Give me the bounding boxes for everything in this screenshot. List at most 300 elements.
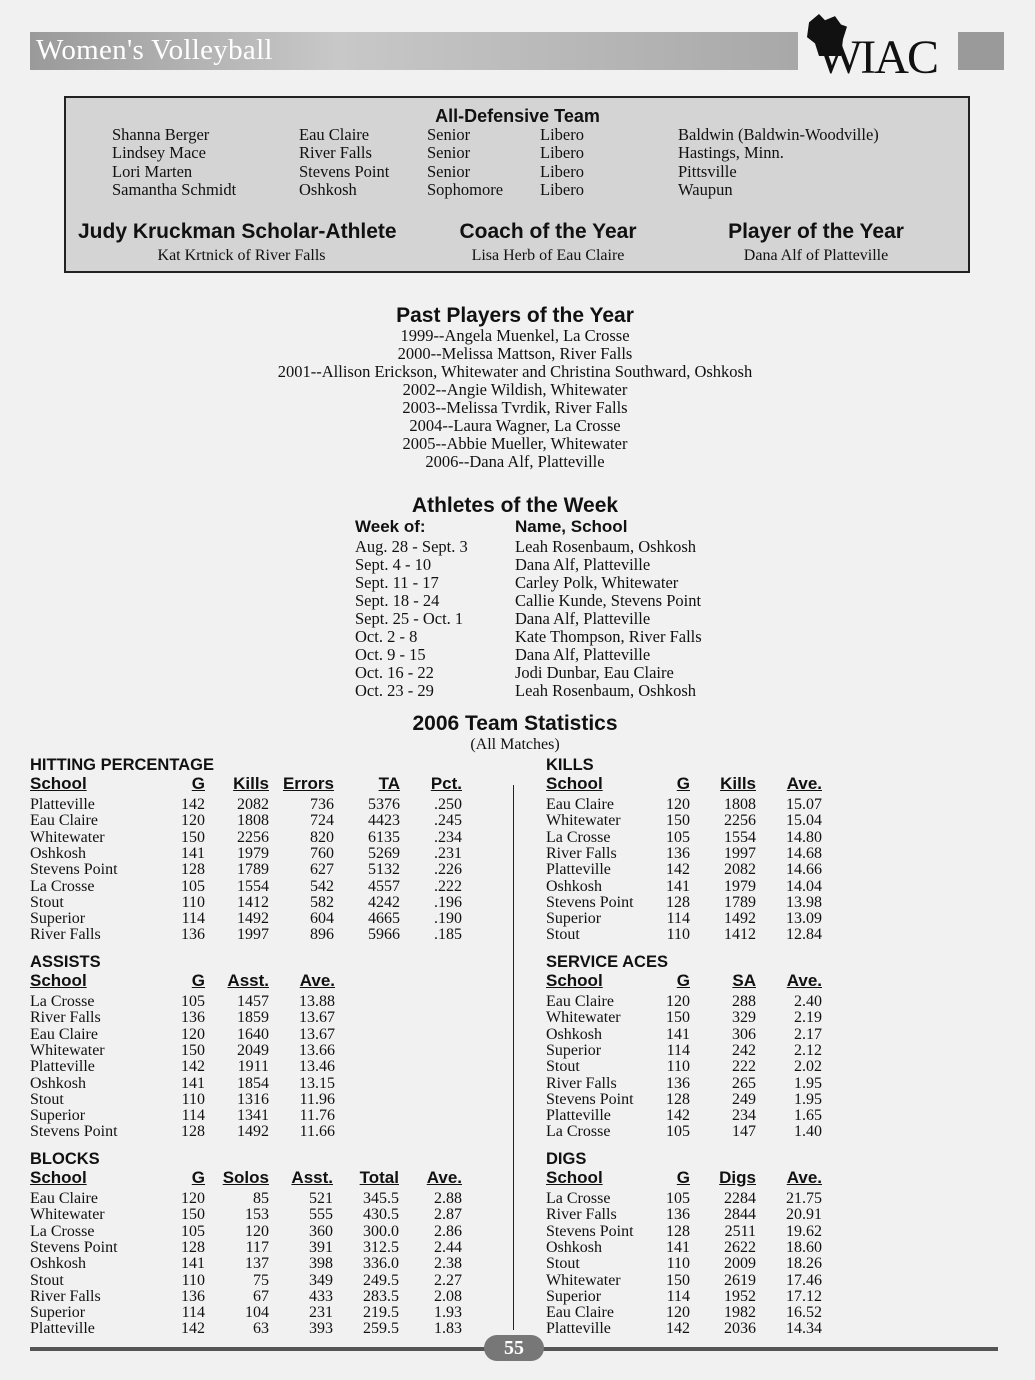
week-range: Oct. 23 - 29 [355, 681, 434, 700]
aces-header-3: Ave. [786, 971, 822, 990]
blocks-cell: 391 [309, 1238, 333, 1256]
blocks-header-1: G [191, 1168, 205, 1187]
blocks-cell: 521 [309, 1190, 333, 1207]
aces-cell-school: La Crosse [546, 1123, 611, 1141]
digs-cell: 141 [666, 1238, 690, 1256]
aces-cell: 1.40 [794, 1123, 822, 1141]
hitting-cell-school: Stout [30, 893, 64, 911]
hitting-header-4: TA [378, 774, 400, 793]
athlete-name: Kate Thompson, River Falls [515, 627, 702, 646]
assists-cell: 128 [181, 1123, 205, 1141]
hitting-cell-school: Eau Claire [30, 812, 98, 830]
kills-header-school: School [546, 774, 603, 793]
blocks-cell: 114 [181, 1304, 205, 1322]
hitting-cell: 736 [310, 796, 334, 813]
blocks-cell: 1.83 [434, 1320, 462, 1338]
blocks-cell: 1.93 [434, 1304, 462, 1322]
kills-header-2: Kills [720, 774, 756, 793]
defensive-school: Oshkosh [299, 179, 357, 199]
hitting-cell: 627 [310, 861, 334, 879]
coach-title: Coach of the Year [459, 220, 637, 243]
assists-cell-school: Stout [30, 1090, 64, 1108]
hitting-cell: .234 [434, 828, 462, 846]
kills-cell: 120 [666, 796, 690, 813]
assists-cell: 11.76 [299, 1107, 335, 1125]
assists-header-3: Ave. [299, 971, 335, 990]
assists-cell-school: Superior [30, 1107, 86, 1125]
defensive-school: Stevens Point [299, 161, 390, 181]
kills-cell: 14.66 [786, 861, 822, 879]
hitting-cell: 1808 [237, 812, 269, 830]
aces-header-1: G [676, 971, 690, 990]
hitting-cell-school: Stevens Point [30, 861, 118, 879]
blocks-header-5: Ave. [426, 1168, 462, 1187]
blocks-cell: 110 [181, 1271, 205, 1289]
aces-cell: 136 [666, 1074, 690, 1092]
hitting-cell: 604 [310, 910, 334, 928]
blocks-cell: 67 [253, 1287, 269, 1305]
assists-cell-school: Platteville [30, 1058, 95, 1076]
aces-cell: 249 [732, 1090, 756, 1108]
aces-cell-school: Platteville [546, 1107, 611, 1125]
kills-cell: 1412 [724, 926, 756, 944]
digs-cell-school: Eau Claire [546, 1304, 614, 1322]
athlete-name: Leah Rosenbaum, Oshkosh [515, 681, 697, 700]
aces-cell: 141 [666, 1025, 690, 1043]
kills-cell-school: Whitewater [546, 812, 621, 830]
hitting-cell-school: Superior [30, 910, 86, 928]
hitting-cell: 141 [181, 844, 205, 862]
kills-cell: 1997 [724, 844, 756, 862]
hitting-cell-school: La Crosse [30, 877, 95, 895]
assists-cell: 120 [181, 1025, 205, 1043]
blocks-cell: 142 [181, 1320, 205, 1338]
hitting-cell: 110 [181, 893, 205, 911]
hitting-cell: 1979 [237, 844, 269, 862]
assists-cell: 13.67 [299, 1009, 335, 1027]
blocks-cell: 117 [245, 1238, 269, 1256]
past-player-item: 2003--Melissa Tvrdik, River Falls [402, 398, 628, 417]
aces-cell-school: Superior [546, 1041, 602, 1059]
assists-cell: 1316 [237, 1090, 269, 1108]
defensive-position: Libero [540, 143, 584, 163]
kills-cell: 1979 [724, 877, 756, 895]
defensive-year: Senior [427, 125, 471, 144]
blocks-cell: 85 [253, 1190, 269, 1207]
blocks-cell: 345.5 [363, 1190, 399, 1207]
assists-cell: 1341 [237, 1107, 269, 1125]
assists-cell-school: River Falls [30, 1009, 101, 1027]
week-col-header: Week of: [355, 517, 426, 536]
aces-cell: 128 [666, 1090, 690, 1108]
blocks-header-2: Solos [222, 1168, 269, 1187]
player-value: Dana Alf of Platteville [743, 247, 889, 264]
athlete-name: Carley Polk, Whitewater [515, 573, 679, 592]
coach-value: Lisa Herb of Eau Claire [471, 247, 625, 264]
week-range: Sept. 25 - Oct. 1 [355, 609, 464, 628]
assists-cell: 114 [181, 1107, 205, 1125]
blocks-cell: 2.87 [434, 1206, 462, 1224]
digs-cell-school: Superior [546, 1287, 602, 1305]
hitting-cell: 4557 [368, 877, 400, 895]
hitting-cell: 1492 [237, 910, 269, 928]
week-range: Aug. 28 - Sept. 3 [355, 537, 468, 556]
week-range: Sept. 18 - 24 [355, 591, 440, 610]
athlete-name: Jodi Dunbar, Eau Claire [515, 663, 674, 682]
hitting-header-2: Kills [233, 774, 269, 793]
blocks-cell-school: Platteville [30, 1320, 95, 1338]
aces-cell: 265 [732, 1074, 756, 1092]
aces-cell-school: Eau Claire [546, 993, 614, 1010]
blocks-cell: 75 [253, 1271, 269, 1289]
hitting-header-3: Errors [282, 774, 334, 793]
past-player-item: 2005--Abbie Mueller, Whitewater [402, 434, 628, 453]
digs-cell: 120 [666, 1304, 690, 1322]
aces-cell: 110 [666, 1058, 690, 1076]
kills-header-1: G [676, 774, 690, 793]
aces-cell: 1.95 [794, 1090, 822, 1108]
defensive-year: Senior [427, 143, 471, 163]
aces-cell: 234 [732, 1107, 756, 1125]
kills-cell: 110 [666, 926, 690, 944]
blocks-cell-school: Whitewater [30, 1206, 105, 1224]
blocks-cell: 349 [309, 1271, 333, 1289]
assists-cell-school: Whitewater [30, 1041, 105, 1059]
aces-cell: 288 [732, 993, 756, 1010]
blocks-cell: 398 [309, 1255, 333, 1273]
hitting-cell: 4423 [368, 812, 400, 830]
aces-cell: 1.65 [794, 1107, 822, 1125]
blocks-cell: 2.27 [434, 1271, 462, 1289]
assists-cell: 13.88 [299, 993, 335, 1010]
assists-cell: 141 [181, 1074, 205, 1092]
hitting-cell: 1412 [237, 893, 269, 911]
blocks-cell-school: River Falls [30, 1287, 101, 1305]
digs-cell: 17.46 [786, 1271, 822, 1289]
aces-cell-school: Oshkosh [546, 1025, 603, 1043]
digs-header-3: Ave. [786, 1168, 822, 1187]
blocks-cell: 360 [309, 1222, 333, 1240]
digs-cell: 17.12 [786, 1287, 822, 1305]
defensive-hometown: Baldwin (Baldwin-Woodville) [678, 125, 879, 144]
kills-cell: 2256 [724, 812, 756, 830]
kills-cell-school: Platteville [546, 861, 611, 879]
kills-cell: 14.80 [786, 828, 822, 846]
defensive-name: Lindsey Mace [112, 143, 206, 163]
hitting-header-1: G [191, 774, 205, 793]
blocks-cell: 2.44 [434, 1238, 462, 1256]
hitting-cell: 142 [181, 796, 205, 813]
kills-cell: 1554 [724, 828, 756, 846]
athlete-name: Leah Rosenbaum, Oshkosh [515, 537, 697, 556]
aces-cell: 329 [732, 1009, 756, 1027]
digs-cell: 2619 [724, 1271, 756, 1289]
hitting-cell: .250 [434, 796, 462, 813]
blocks-cell: 136 [181, 1287, 205, 1305]
hitting-cell-school: River Falls [30, 926, 101, 944]
blocks-cell-school: Eau Claire [30, 1190, 98, 1207]
kills-cell: 13.98 [786, 893, 822, 911]
blocks-header-4: Total [359, 1168, 399, 1187]
blocks-cell: 336.0 [363, 1255, 399, 1273]
page-title: Women's Volleyball [36, 34, 273, 66]
hitting-cell: 4242 [368, 893, 400, 911]
hitting-cell: 6135 [368, 828, 400, 846]
kills-cell: 114 [666, 910, 690, 928]
assists-cell: 13.15 [299, 1074, 335, 1092]
digs-cell: 128 [666, 1222, 690, 1240]
hitting-cell: .245 [434, 812, 462, 830]
hitting-cell: .222 [434, 877, 462, 895]
digs-header-school: School [546, 1168, 603, 1187]
blocks-cell: 2.38 [434, 1255, 462, 1273]
past-player-item: 2000--Melissa Mattson, River Falls [397, 344, 633, 363]
hitting-cell: 128 [181, 861, 205, 879]
blocks-cell-school: Stevens Point [30, 1238, 118, 1256]
hitting-cell: 136 [181, 926, 205, 944]
assists-header-2: Asst. [227, 971, 269, 990]
team-stats-title: 2006 Team Statistics [412, 712, 618, 735]
assists-header-1: G [191, 971, 205, 990]
hitting-cell: 1997 [237, 926, 269, 944]
digs-cell-school: Oshkosh [546, 1238, 603, 1256]
digs-cell: 2844 [724, 1206, 756, 1224]
digs-cell: 2284 [724, 1190, 756, 1207]
athletes-week-title: Athletes of the Week [411, 494, 619, 517]
hitting-cell-school: Whitewater [30, 828, 105, 846]
past-player-item: 2006--Dana Alf, Platteville [425, 452, 605, 471]
hitting-cell: .196 [434, 893, 462, 911]
blocks-cell: 2.08 [434, 1287, 462, 1305]
kills-cell: 2082 [724, 861, 756, 879]
blocks-cell: 120 [245, 1222, 269, 1240]
week-range: Sept. 11 - 17 [355, 573, 439, 592]
hitting-cell: .231 [434, 844, 462, 862]
aces-cell: 222 [732, 1058, 756, 1076]
hitting-cell: 5376 [368, 796, 400, 813]
blocks-cell: 153 [245, 1206, 269, 1224]
digs-cell-school: La Crosse [546, 1190, 611, 1207]
aces-cell: 142 [666, 1107, 690, 1125]
digs-cell-school: Whitewater [546, 1271, 621, 1289]
digs-cell-school: Stevens Point [546, 1222, 634, 1240]
aces-cell-school: Stout [546, 1058, 580, 1076]
aces-header-2: SA [732, 971, 756, 990]
past-player-item: 2002--Angie Wildish, Whitewater [402, 380, 628, 399]
blocks-cell: 120 [181, 1190, 205, 1207]
blocks-cell-school: La Crosse [30, 1222, 95, 1240]
hitting-cell-school: Oshkosh [30, 844, 87, 862]
digs-cell-school: Platteville [546, 1320, 611, 1338]
defensive-position: Libero [540, 179, 584, 199]
kills-cell: 12.84 [786, 926, 822, 944]
assists-cell: 13.66 [299, 1041, 335, 1059]
assists-cell: 1640 [237, 1025, 269, 1043]
hitting-cell: 724 [310, 812, 334, 830]
digs-cell: 18.60 [786, 1238, 822, 1256]
aces-cell: 120 [666, 993, 690, 1010]
assists-cell: 1854 [237, 1074, 269, 1092]
kills-cell-school: Oshkosh [546, 877, 603, 895]
digs-cell-school: Stout [546, 1255, 580, 1273]
player-title: Player of the Year [728, 220, 904, 243]
hitting-cell: 1789 [237, 861, 269, 879]
hitting-cell: 2256 [237, 828, 269, 846]
blocks-cell: 430.5 [363, 1206, 399, 1224]
aces-cell: 150 [666, 1009, 690, 1027]
blocks-cell: 141 [181, 1255, 205, 1273]
blocks-header-school: School [30, 1168, 87, 1187]
assists-cell: 110 [181, 1090, 205, 1108]
kills-cell: 1808 [724, 796, 756, 813]
aces-cell: 2.02 [794, 1058, 822, 1076]
hitting-cell: 114 [181, 910, 205, 928]
assists-cell: 13.67 [299, 1025, 335, 1043]
defensive-year: Senior [427, 161, 471, 181]
digs-cell: 136 [666, 1206, 690, 1224]
hitting-header-school: School [30, 774, 87, 793]
blocks-header-3: Asst. [291, 1168, 333, 1187]
kills-cell-school: La Crosse [546, 828, 611, 846]
digs-table-title: DIGS [546, 1150, 587, 1168]
blocks-cell: 128 [181, 1238, 205, 1256]
aces-cell: 2.17 [794, 1025, 822, 1043]
kills-cell: 136 [666, 844, 690, 862]
assists-cell: 2049 [237, 1041, 269, 1059]
blocks-cell: 283.5 [363, 1287, 399, 1305]
aces-cell: 1.95 [794, 1074, 822, 1092]
aces-cell-school: River Falls [546, 1074, 617, 1092]
defensive-name: Shanna Berger [112, 125, 210, 144]
blocks-cell: 63 [253, 1320, 269, 1338]
digs-header-1: G [676, 1168, 690, 1187]
aces-cell: 2.19 [794, 1009, 822, 1027]
digs-cell: 21.75 [786, 1190, 822, 1207]
kills-table-title: KILLS [546, 756, 594, 774]
athlete-name: Dana Alf, Platteville [515, 555, 651, 574]
kills-cell-school: Eau Claire [546, 796, 614, 813]
defensive-hometown: Hastings, Minn. [678, 143, 784, 163]
blocks-cell: 312.5 [363, 1238, 399, 1256]
kills-cell-school: Superior [546, 910, 602, 928]
blocks-cell: 231 [309, 1304, 333, 1322]
digs-cell: 16.52 [786, 1304, 822, 1322]
assists-cell: 1492 [237, 1123, 269, 1141]
hitting-cell: 150 [181, 828, 205, 846]
assists-cell-school: La Crosse [30, 993, 95, 1010]
blocks-cell: 555 [309, 1206, 333, 1224]
blocks-cell: 104 [245, 1304, 269, 1322]
defensive-school: River Falls [299, 143, 372, 163]
digs-cell: 14.34 [786, 1320, 822, 1338]
assists-cell: 105 [181, 993, 205, 1010]
assists-cell: 1859 [237, 1009, 269, 1027]
kills-cell: 141 [666, 877, 690, 895]
past-player-item: 2001--Allison Erickson, Whitewater and Christina Southward, Oshkosh [277, 362, 753, 381]
blocks-cell: 150 [181, 1206, 205, 1224]
defensive-hometown: Waupun [678, 179, 733, 199]
hitting-cell: 582 [310, 893, 334, 911]
hitting-cell: 5132 [368, 861, 400, 879]
assists-cell-school: Oshkosh [30, 1074, 87, 1092]
header-banner [30, 32, 798, 70]
hitting-cell: 4665 [368, 910, 400, 928]
hitting-header-5: Pct. [430, 774, 462, 793]
blocks-cell: 137 [245, 1255, 269, 1273]
assists-cell: 11.66 [299, 1123, 335, 1141]
name-col-header: Name, School [515, 517, 628, 536]
kills-cell: 15.07 [786, 796, 822, 813]
week-range: Oct. 9 - 15 [355, 645, 426, 664]
kills-cell: 1789 [724, 893, 756, 911]
defensive-position: Libero [540, 125, 584, 144]
blocks-cell: 2.88 [434, 1190, 462, 1207]
digs-cell: 110 [666, 1255, 690, 1273]
page-number: 55 [484, 1335, 544, 1361]
hitting-cell: 5966 [368, 926, 400, 944]
blocks-cell-school: Superior [30, 1304, 86, 1322]
hitting-cell: 120 [181, 812, 205, 830]
kills-cell: 128 [666, 893, 690, 911]
digs-cell: 19.62 [786, 1222, 822, 1240]
kills-cell-school: Stout [546, 926, 580, 944]
aces-cell: 2.12 [794, 1041, 822, 1059]
hitting-cell: 542 [310, 877, 334, 895]
digs-cell: 114 [666, 1287, 690, 1305]
banner-tail [958, 32, 1004, 70]
digs-header-2: Digs [719, 1168, 756, 1187]
blocks-table-title: BLOCKS [30, 1150, 100, 1168]
aces-cell-school: Stevens Point [546, 1090, 634, 1108]
hitting-cell: .190 [434, 910, 462, 928]
athlete-name: Dana Alf, Platteville [515, 645, 651, 664]
aces-cell: 147 [732, 1123, 756, 1141]
digs-cell: 1982 [724, 1304, 756, 1322]
hitting-cell: 5269 [368, 844, 400, 862]
digs-cell: 20.91 [786, 1206, 822, 1224]
kills-cell: 14.04 [786, 877, 822, 895]
defensive-position: Libero [540, 161, 584, 181]
aces-table-title: SERVICE ACES [546, 953, 668, 971]
defensive-hometown: Pittsville [678, 161, 737, 181]
blocks-cell: 433 [309, 1287, 333, 1305]
hitting-table-title: HITTING PERCENTAGE [30, 756, 214, 774]
kills-cell: 150 [666, 812, 690, 830]
defensive-name: Lori Marten [112, 161, 193, 181]
aces-cell: 242 [732, 1041, 756, 1059]
digs-cell: 1952 [724, 1287, 756, 1305]
kills-cell-school: River Falls [546, 844, 617, 862]
aces-header-school: School [546, 971, 603, 990]
hitting-cell: 1554 [237, 877, 269, 895]
hitting-cell: 2082 [237, 796, 269, 813]
assists-cell: 11.96 [299, 1090, 335, 1108]
digs-cell: 105 [666, 1190, 690, 1207]
kills-cell: 13.09 [786, 910, 822, 928]
wiac-logo [805, 14, 955, 84]
scholar-value: Kat Krtnick of River Falls [157, 247, 326, 264]
assists-cell-school: Eau Claire [30, 1025, 98, 1043]
blocks-cell: 249.5 [363, 1271, 399, 1289]
blocks-cell: 300.0 [363, 1222, 399, 1240]
all-defensive-title: All-Defensive Team [435, 106, 600, 126]
assists-cell: 1457 [237, 993, 269, 1010]
digs-cell: 18.26 [786, 1255, 822, 1273]
assists-cell: 136 [181, 1009, 205, 1027]
assists-cell: 13.46 [299, 1058, 335, 1076]
team-stats-subtitle: (All Matches) [470, 736, 560, 753]
assists-header-school: School [30, 971, 87, 990]
